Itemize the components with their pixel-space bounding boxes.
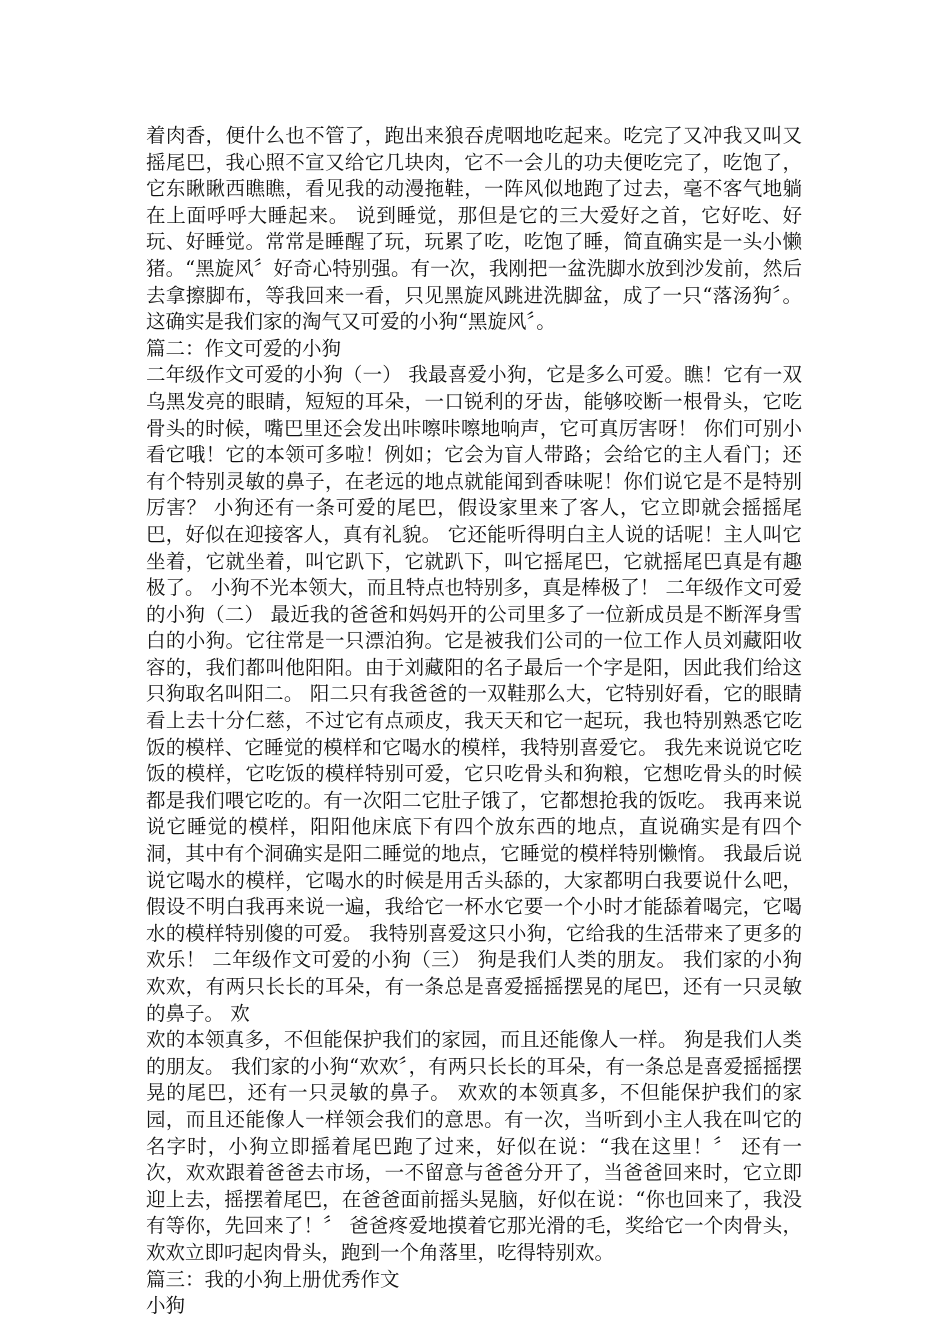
essay-title-puppy: 小狗 xyxy=(146,1294,186,1318)
document-body xyxy=(146,123,802,1320)
paragraph-cute-puppy-essays: 二年级作文可爱的小狗（一） 我最喜爱小狗，它是多么可爱。瞧！它有一双乌黑发亮的眼睛，短短的耳朵，一口锐利的牙齿，能够咬断一根骨头，它吃骨头的时候，嘴巴里还会发出咔嚓咔嚓地响声，它可真厉害呀！ 你们可别小看它哦！它的本领可多啦！例如；它会为盲人带路；会给它的主人看门；还有个特别灵敏的鼻子，在老远的地点就能闻到香味呢！你们说它是不是特别厉害？ 小狗还有一条可爱的尾巴，假设家里来了客人，它立即就会摇摇尾巴，好似在迎接客人，真有礼貌。 它还能听得明白主人说的话呢！主人叫它坐着，它就坐着，叫它趴下，它就趴下，叫它摇尾巴，它就摇尾巴真是有趣极了。 小狗不光本领大，而且特点也特别多，真是棒极了！ 二年级作文可爱的小狗（二） 最近我的爸爸和妈妈开的公司里多了一位新成员是不断浑身雪白的小狗。它往常是一只漂泊狗。它是被我们公司的一位工作人员刘藏阳收容的，我们都叫他阳阳。由于刘藏阳的名子最后一个字是阳，因此我们给这只狗取名叫阳二。 阳二只有我爸爸的一双鞋那么大，它特别好看，它的眼睛看上去十分仁慈，不过它有点顽皮，我天天和它一起玩，我也特别熟悉它吃饭的模样、它睡觉的模样和它喝水的模样，我特别喜爱它。 我先来说说它吃饭的模样，它吃饭的模样特别可爱，它只吃骨头和狗粮，它想吃骨头的时候都是我们喂它吃的。有一次阳二它肚子饿了，它都想抢我的饭吃。 我再来说说它睡觉的模样，阳阳他床底下有四个放东西的地点，直说确实是有四个洞，其中有个洞确实是阳二睡觉的地点，它睡觉的模样特别懒惰。 我最后说说它喝水的模样，它喝水的时候是用舌头舔的，大家都明白我要说什么吧，假设不明白我再来说一遍，我给它一杯水它要一个小时才能舔着喝完，它喝水的模样特别傻的可爱。 我特别喜爱这只小狗，它给我的生活带来了更多的欢乐！ 二年级作文可爱的小狗（三） 狗是我们人类的朋友。 我们家的小狗欢欢，有两只长长的耳朵，有一条总是喜爱摇摇摆晃的尾巴，还有一只灵敏的鼻子。 欢 xyxy=(146,363,802,1025)
paragraph-black-whirlwind-ending: 着肉香，便什么也不管了，跑出来狼吞虎咽地吃起来。吃完了又冲我又叫又摇尾巴，我心照不宣又给它几块肉，它不一会儿的功夫便吃完了，吃饱了，它东瞅瞅西瞧瞧，看见我的动漫拖鞋，一阵风似地跑了过去，毫不客气地躺在上面呼呼大睡起来。 说到睡觉，那但是它的三大爱好之首，它好吃、好玩、好睡觉。常常是睡醒了玩，玩累了吃，吃饱了睡，简直确实是一头小懒猪。“黑旋风〞好奇心特别强。有一次，我刚把一盆洗脚水放到沙发前，然后去拿擦脚布，等我回来一看，只见黑旋风跳进洗脚盆，成了一只“落汤狗〞。 这确实是我们家的淘气又可爱的小狗“黑旋风〞。 xyxy=(146,124,802,334)
section-heading-part-two: 篇二：作文可爱的小狗 xyxy=(146,336,342,360)
section-heading-part-three: 篇三：我的小狗上册优秀作文 xyxy=(146,1267,400,1291)
paragraph-huanhuan-dog: 欢的本领真多，不但能保护我们的家园，而且还能像人一样。 狗是我们人类的朋友。 我们家的小狗“欢欢〞，有两只长长的耳朵，有一条总是喜爱摇摇摆晃的尾巴，还有一只灵敏的鼻子。 欢欢的本领真多，不但能保护我们的家园，而且还能像人一样领会我们的意思。有一次，当听到小主人我在叫它的名字时，小狗立即摇着尾巴跑了过来，好似在说：“我在这里！〞 还有一次，欢欢跟着爸爸去市场，一不留意与爸爸分开了，当爸爸回来时，它立即迎上去，摇摆着尾巴，在爸爸面前摇头晃脑，好似在说：“你也回来了，我没有等你，先回来了！〞 爸爸疼爱地摸着它那光滑的毛，奖给它一个肉骨头，欢欢立即叼起肉骨头，跑到一个角落里，吃得特别欢。 xyxy=(146,1028,802,1264)
